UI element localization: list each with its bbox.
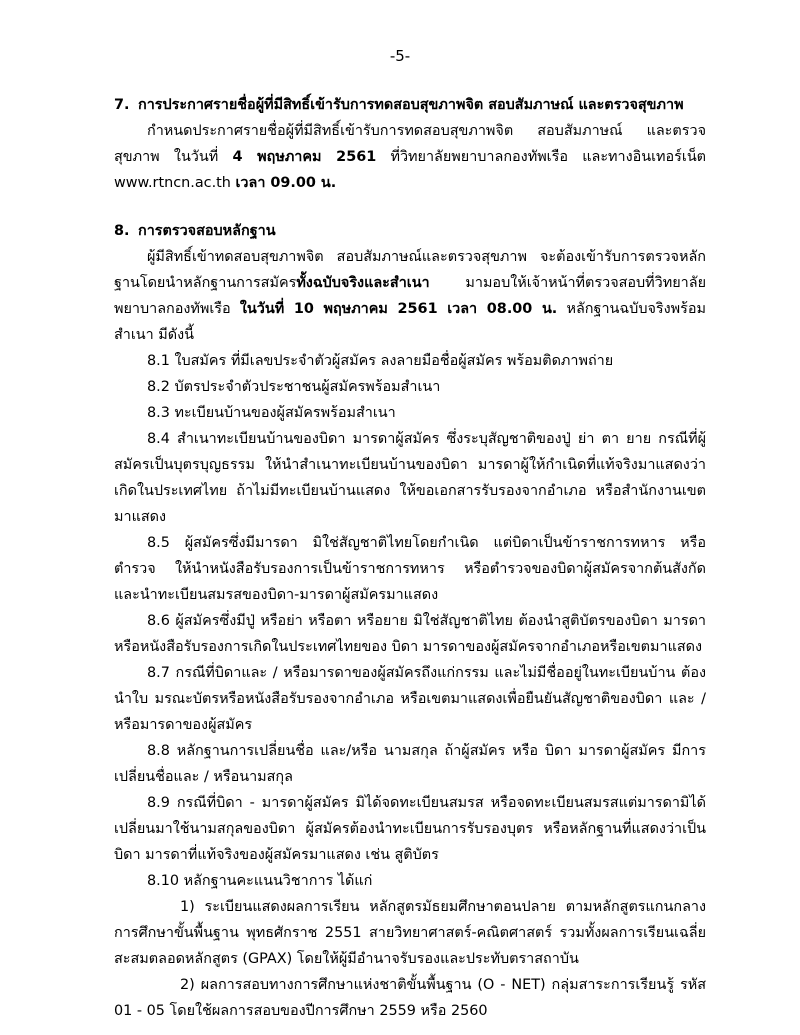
section-7-title: การประกาศรายชื่อผู้ที่มีสิทธิ์เข้ารับการทดสอบสุขภาพจิต สอบสัมภาษณ์ และตรวจสุขภาพ: [138, 97, 684, 113]
list-item: 8.10 หลักฐานคะแนนวิชาการ ได้แก่: [147, 873, 373, 889]
section-7-text-a: กำหนดประกาศรายชื่อผู้ที่มีสิทธิ์เข้ารับการทดสอบสุขภาพจิต สอบสัมภาษณ์ และตรวจสุขภาพ ในวันที่: [114, 123, 706, 165]
list-item: 8.5 ผู้สมัครซึ่งมีมารดา มิใช่สัญชาติไทยโดยกำเนิด แต่บิดาเป็นข้าราชการทหาร หรือตำรวจ ให้นำหนังสือรับรองการเป็นข้าราชการทหาร หรือตำรวจของบิดาผู้สมัครจากต้นสังกัด และนำทะเบียนสมรสของบิดา-มารดาผู้สมัครมาแสดง: [114, 535, 706, 603]
list-item: 8.6 ผู้สมัครซึ่งมีปู่ หรือย่า หรือตา หรือยาย มิใช่สัญชาติไทย ต้องนำสูติบัตรของบิดา มารดา หรือหนังสือรับรองการเกิดในประเทศไทยของ บิดา มารดาของผู้สมัครจากอำเภอหรือเขตมาแสดง: [114, 613, 706, 655]
section-8-intro-bold-1: ทั้งฉบับจริงและสำเนา: [296, 275, 430, 291]
list-item: 8.4 สำเนาทะเบียนบ้านของบิดา มารดาผู้สมัคร ซึ่งระบุสัญชาติของปู่ ย่า ตา ยาย กรณีที่ผู้สมัครเป็นบุตรบุญธรรม ให้นำสำเนาทะเบียนบ้านของบิดา มารดาผู้ให้กำเนิดที่แท้จริงมาแสดงว่าเกิดในประเทศไทย ถ้าไม่มีทะเบียนบ้านแสดง ให้ขอเอกสารรับรองจากอำเภอ หรือสำนักงานเขตมาแสดง: [114, 431, 707, 525]
list-item: 8.3 ทะเบียนบ้านของผู้สมัครพร้อมสำเนา: [147, 405, 396, 421]
sub-list-item: 1) ระเบียนแสดงผลการเรียน หลักสูตรมัธยมศึกษาตอนปลาย ตามหลักสูตรแกนกลางการศึกษาขั้นพื้นฐาน พุทธศักราช 2551 สายวิทยาศาสตร์-คณิตศาสตร์ รวมทั้งผลการเรียนเฉลี่ยสะสมตลอดหลักสูตร (GPAX) โดยให้ผู้มีอำนาจรับรองและประทับตราสถาบัน: [114, 899, 706, 967]
section-8-intro-c: หลักฐานฉบับจริงพร้อมสำเนา มีดังนี้: [114, 301, 706, 343]
document-body: [114, 92, 706, 1024]
section-8-intro-bold-2: ในวันที่ 10 พฤษภาคม 2561 เวลา 08.00 น.: [239, 301, 558, 317]
section-7-heading: [114, 92, 706, 118]
section-7-text-b: ที่วิทยาลัยพยาบาลกองทัพเรือ และทางอินเทอร์เน็ต www.rtncn.ac.th: [114, 149, 706, 191]
section-7-number: 7.: [114, 97, 130, 113]
section-7-time: เวลา 09.00 น.: [235, 175, 337, 191]
section-7-date: 4 พฤษภาคม 2561: [232, 149, 377, 165]
page-number: -5-: [389, 47, 411, 65]
list-item: 8.9 กรณีที่บิดา - มารดาผู้สมัคร มิได้จดทะเบียนสมรส หรือจดทะเบียนสมรสแต่มารดามิได้เปลี่ยนมาใช้นามสกุลของบิดา ผู้สมัครต้องนำทะเบียนการรับรองบุตร หรือหลักฐานที่แสดงว่าเป็นบิดา มารดาที่แท้จริงของผู้สมัครมาแสดง เช่น สูติบัตร: [114, 795, 706, 863]
section-7-paragraph: [114, 118, 706, 196]
section-8-intro-a: ผู้มีสิทธิ์เข้าทดสอบสุขภาพจิต สอบสัมภาษณ์และตรวจสุขภาพ จะต้องเข้ารับการตรวจหลักฐานโดยนำหลักฐานการสมัคร: [114, 249, 706, 291]
sub-list-item: 2) ผลการสอบทางการศึกษาแห่งชาติขั้นพื้นฐาน (O - NET) กลุ่มสาระการเรียนรู้ รหัส 01 - 05 โดยใช้ผลการสอบของปีการศึกษา 2559 หรือ 2560: [114, 977, 706, 1019]
list-item: 8.8 หลักฐานการเปลี่ยนชื่อ และ/หรือ นามสกุล ถ้าผู้สมัคร หรือ บิดา มารดาผู้สมัคร มีการเปลี่ยนชื่อและ / หรือนามสกุล: [114, 743, 706, 785]
section-8-heading: [114, 218, 706, 244]
list-item: 8.2 บัตรประจำตัวประชาชนผู้สมัครพร้อมสำเนา: [147, 379, 441, 395]
section-8-intro-b: มามอบให้เจ้าหน้าที่ตรวจสอบที่วิทยาลัยพยาบาลกองทัพเรือ: [114, 275, 706, 317]
list-item: 8.7 กรณีที่บิดาและ / หรือมารดาของผู้สมัครถึงแก่กรรม และไม่มีชื่ออยู่ในทะเบียนบ้าน ต้องนำใบ มรณะบัตรหรือหนังสือรับรองจากอำเภอ หรือเขตมาแสดงเพื่อยืนยันสัญชาติของบิดา และ / หรือมารดาของผู้สมัคร: [114, 665, 706, 733]
list-item: 8.1 ใบสมัคร ที่มีเลขประจำตัวผู้สมัคร ลงลายมือชื่อผู้สมัคร พร้อมติดภาพถ่าย: [147, 353, 614, 369]
section-8-title: การตรวจสอบหลักฐาน: [138, 223, 276, 239]
section-8-intro: [114, 244, 706, 348]
section-8-number: 8.: [114, 223, 130, 239]
